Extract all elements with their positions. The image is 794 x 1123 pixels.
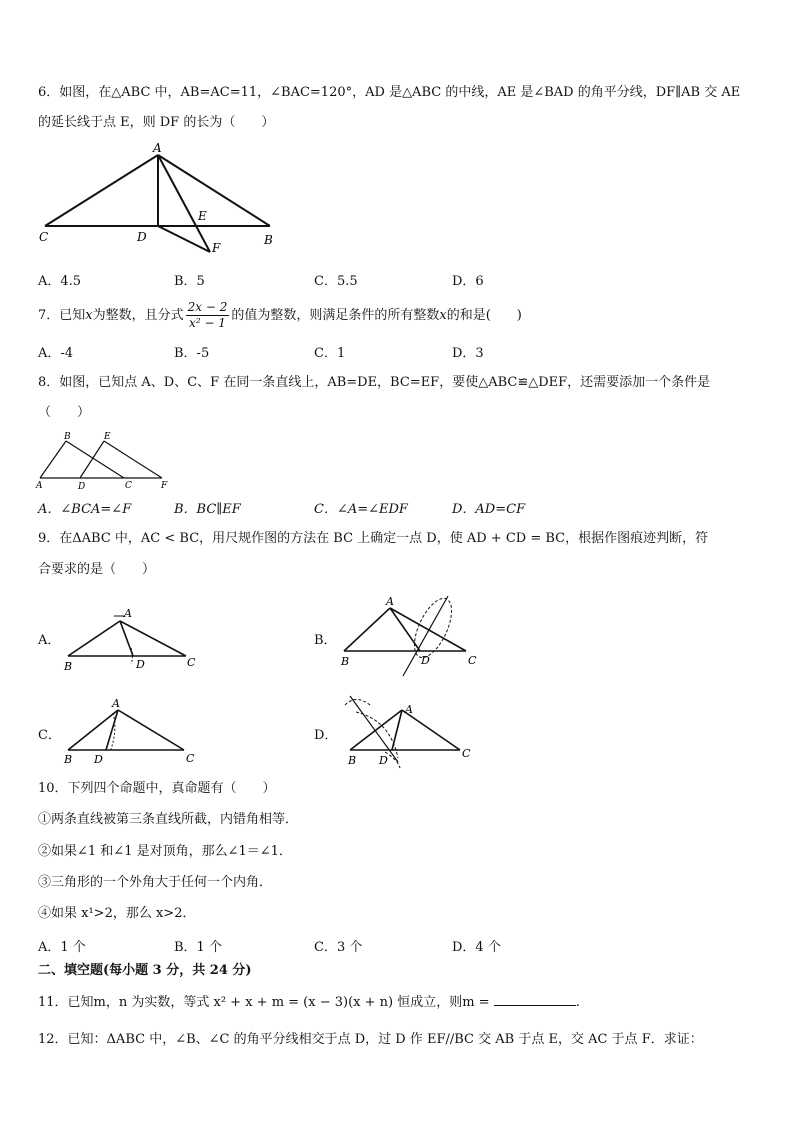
q9d-label-b: B <box>348 754 357 767</box>
q8-stem-line2: （ ） <box>38 405 91 420</box>
q9b-label-d: D <box>421 654 430 667</box>
q12-stem: 12．已知：ΔABC 中，∠B、∠C 的角平分线相交于点 D，过 D 作 EF//BC 交 AB 于点 E，交 AC 于点 F．求证： <box>38 1032 703 1047</box>
q7-prefix: 7．已知 <box>38 308 86 323</box>
q6-option-d[interactable]: D．6 <box>452 274 484 289</box>
q9c-label-b: B <box>64 753 73 766</box>
q9d-label-c: C <box>462 747 471 760</box>
q11-end: . <box>575 995 580 1010</box>
q9-figure-a <box>68 616 186 664</box>
q9d-label-a: A <box>405 703 413 716</box>
q7-denominator: x² − 1 <box>189 316 226 330</box>
q10-option-d[interactable]: D．4 个 <box>452 940 501 955</box>
q8-label-e: E <box>104 432 111 442</box>
q10-option-a[interactable]: A．1 个 <box>38 940 86 955</box>
q7-mid2: 的值为整数，则满足条件的所有整数 <box>231 308 440 323</box>
q10-option-c[interactable]: C．3 个 <box>314 940 363 955</box>
q8-label-c: C <box>125 481 132 491</box>
q10-item-4: ④如果 x¹>2，那么 x>2． <box>38 906 196 921</box>
q6-label-c: C <box>39 230 49 244</box>
q7-option-d[interactable]: D．3 <box>452 346 484 361</box>
q8-stem-line1: 8．如图，已知点 A、D、C、F 在同一条直线上，AB=DE，BC=EF，要使△ABC≌△DEF，还需要添加一个条件是 <box>38 375 711 390</box>
q7-option-c[interactable]: C．1 <box>314 346 346 361</box>
q9-figure-b <box>344 593 466 676</box>
q8-label-b: B <box>64 432 71 442</box>
q9-stem-line2: 合要求的是（ ） <box>38 562 156 577</box>
q6-stem-line2: 的延长线于点 E，则 DF 的长为（ ） <box>38 115 275 130</box>
q7-suffix: 的和是( ) <box>446 308 522 323</box>
q7-option-a[interactable]: A．-4 <box>38 346 74 361</box>
q7-numerator: 2x − 2 <box>187 300 228 314</box>
q10-item-1: ①两条直线被第三条直线所截，内错角相等． <box>38 812 299 827</box>
q9a-label-d: D <box>136 658 145 671</box>
q7-var-x: x <box>85 308 93 323</box>
q6-stem-line1: 6．如图，在△ABC 中，AB=AC=11，∠BAC=120°，AD 是△ABC 的中线，AE 是∠BAD 的角平分线，DF∥AB 交 AE <box>38 85 741 100</box>
q9-choice-d[interactable]: D． <box>314 728 338 743</box>
q9-figure-d <box>345 696 460 768</box>
q8-option-c[interactable]: C．∠A=∠EDF <box>314 502 408 517</box>
q9a-label-b: B <box>64 660 73 673</box>
q10-stem: 10．下列四个命题中，真命题有（ ） <box>38 781 276 796</box>
q8-label-f: F <box>161 481 168 491</box>
q7-var-x2: x <box>439 308 447 323</box>
q9a-label-c: C <box>187 656 196 669</box>
q11-text: 11．已知m，n 为实数，等式 x² + x + m = (x − 3)(x + n) 恒成立，则m = <box>38 995 490 1010</box>
q9-figure-c <box>68 710 184 752</box>
q8-option-d[interactable]: D．AD=CF <box>452 502 526 517</box>
q6-label-e: E <box>198 209 207 223</box>
q9b-label-b: B <box>341 655 350 668</box>
q9d-label-d: D <box>379 754 388 767</box>
q9-choice-b[interactable]: B． <box>314 633 337 648</box>
q8-option-b[interactable]: B．BC∥EF <box>174 502 241 517</box>
q7-option-b[interactable]: B．-5 <box>174 346 210 361</box>
q9-choice-a[interactable]: A． <box>38 633 61 648</box>
q9-stem-line1: 9．在ΔABC 中，AC < BC，用尺规作图的方法在 BC 上确定一点 D，使 AD + CD = BC，根据作图痕迹判断，符 <box>38 531 709 546</box>
q6-label-d: D <box>137 230 147 244</box>
q11-answer-blank[interactable] <box>494 993 576 1006</box>
q6-option-a[interactable]: A．4.5 <box>38 274 82 289</box>
q9b-label-a: A <box>386 595 394 608</box>
q9b-label-c: C <box>468 654 477 667</box>
q9a-label-a: A <box>124 607 132 620</box>
q8-option-a[interactable]: A．∠BCA=∠F <box>38 502 132 517</box>
q7-mid: 为整数，且分式 <box>92 308 184 323</box>
section-2-heading: 二、填空题(每小题 3 分，共 24 分) <box>38 963 252 978</box>
q6-option-c[interactable]: C．5.5 <box>314 274 358 289</box>
q6-label-a: A <box>153 141 162 155</box>
q6-label-f: F <box>212 241 221 255</box>
q11-stem <box>38 993 580 1012</box>
q6-label-b: B <box>264 233 273 247</box>
q9c-label-a: A <box>112 697 120 710</box>
q8-label-a: A <box>36 481 43 491</box>
q9c-label-d: D <box>94 753 103 766</box>
q10-options <box>38 936 738 954</box>
q8-label-d: D <box>78 482 86 492</box>
q9c-label-c: C <box>186 752 195 765</box>
q10-item-3: ③三角形的一个外角大于任何一个内角． <box>38 875 273 890</box>
q9-choice-c[interactable]: C． <box>38 728 61 743</box>
q10-item-2: ②如果∠1 和∠1 是对顶角，那么∠1＝∠1． <box>38 844 292 859</box>
q6-option-b[interactable]: B．5 <box>174 274 205 289</box>
q10-option-b[interactable]: B．1 个 <box>174 940 222 955</box>
